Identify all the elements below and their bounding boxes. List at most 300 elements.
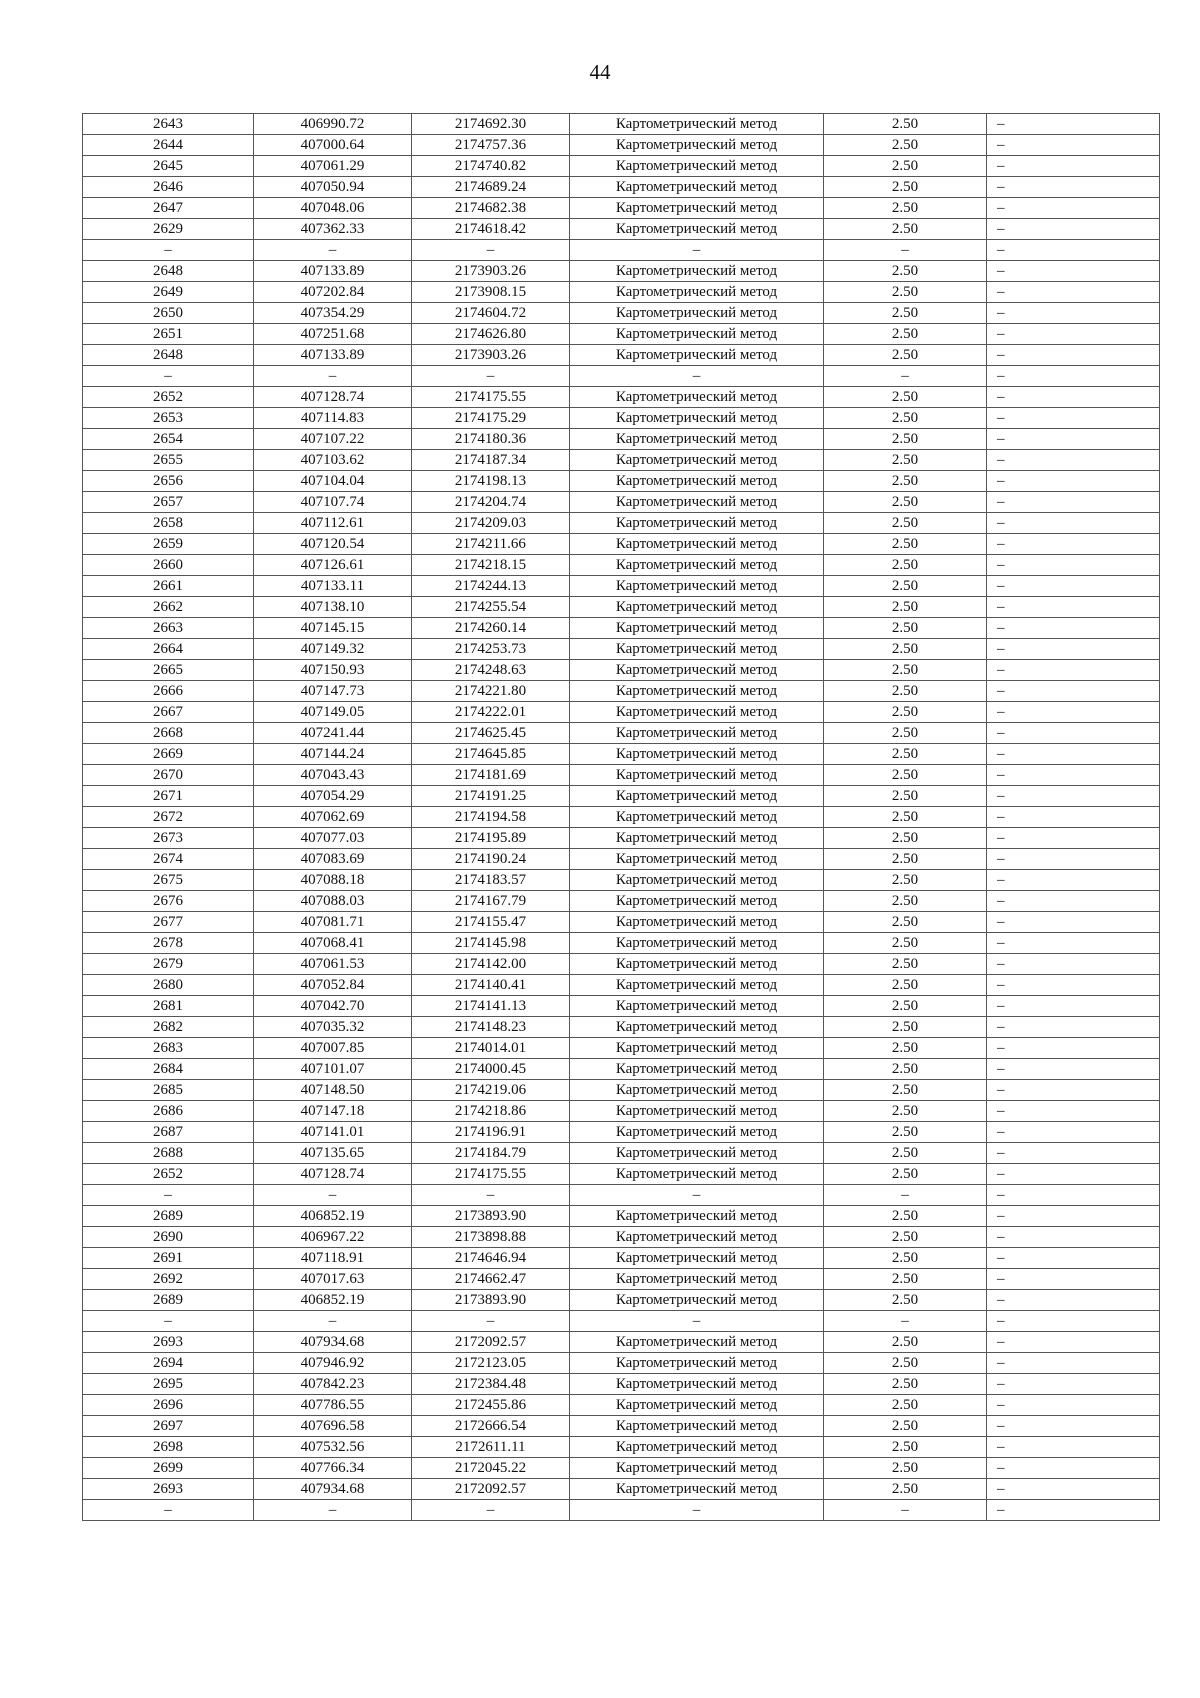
note-cell: – <box>987 618 1160 639</box>
x-coordinate-cell: 407150.93 <box>254 660 412 681</box>
note-cell: – <box>987 1080 1160 1101</box>
point-number-cell: 2675 <box>83 870 254 891</box>
point-number-cell: 2662 <box>83 597 254 618</box>
x-coordinate-cell: 407133.89 <box>254 261 412 282</box>
point-number-cell: 2670 <box>83 765 254 786</box>
x-coordinate-cell: 407126.61 <box>254 555 412 576</box>
x-coordinate-cell: 406990.72 <box>254 114 412 135</box>
coordinates-table <box>82 113 1160 1521</box>
y-coordinate-cell: 2174175.55 <box>412 387 570 408</box>
accuracy-cell: 2.50 <box>824 555 987 576</box>
table-row <box>83 996 1160 1017</box>
y-coordinate-cell: 2174175.29 <box>412 408 570 429</box>
point-number-cell: 2647 <box>83 198 254 219</box>
y-coordinate-cell: – <box>412 366 570 387</box>
note-cell: – <box>987 513 1160 534</box>
accuracy-cell: 2.50 <box>824 765 987 786</box>
x-coordinate-cell: 407052.84 <box>254 975 412 996</box>
table-row <box>83 849 1160 870</box>
accuracy-cell: 2.50 <box>824 1395 987 1416</box>
table-row <box>83 408 1160 429</box>
table-row <box>83 513 1160 534</box>
y-coordinate-cell: 2174646.94 <box>412 1248 570 1269</box>
point-number-cell: 2668 <box>83 723 254 744</box>
point-number-cell: 2687 <box>83 1122 254 1143</box>
note-cell: – <box>987 1122 1160 1143</box>
point-number-cell: 2678 <box>83 933 254 954</box>
note-cell: – <box>987 1395 1160 1416</box>
point-number-cell: 2663 <box>83 618 254 639</box>
y-coordinate-cell: 2174000.45 <box>412 1059 570 1080</box>
y-coordinate-cell: 2174148.23 <box>412 1017 570 1038</box>
method-cell: Картометрический метод <box>570 1227 824 1248</box>
y-coordinate-cell: 2172123.05 <box>412 1353 570 1374</box>
x-coordinate-cell: 407007.85 <box>254 1038 412 1059</box>
table-row <box>83 1416 1160 1437</box>
x-coordinate-cell: 407043.43 <box>254 765 412 786</box>
point-number-cell: – <box>83 366 254 387</box>
method-cell: Картометрический метод <box>570 345 824 366</box>
method-cell: – <box>570 1500 824 1521</box>
accuracy-cell: 2.50 <box>824 492 987 513</box>
y-coordinate-cell: 2174255.54 <box>412 597 570 618</box>
accuracy-cell: 2.50 <box>824 1269 987 1290</box>
x-coordinate-cell: 407061.53 <box>254 954 412 975</box>
method-cell: Картометрический метод <box>570 660 824 681</box>
point-number-cell: 2693 <box>83 1479 254 1500</box>
table-row <box>83 366 1160 387</box>
point-number-cell: 2652 <box>83 1164 254 1185</box>
note-cell: – <box>987 366 1160 387</box>
method-cell: Картометрический метод <box>570 429 824 450</box>
method-cell: Картометрический метод <box>570 177 824 198</box>
method-cell: Картометрический метод <box>570 408 824 429</box>
method-cell: Картометрический метод <box>570 1269 824 1290</box>
method-cell: Картометрический метод <box>570 492 824 513</box>
y-coordinate-cell: 2174191.25 <box>412 786 570 807</box>
y-coordinate-cell: 2174183.57 <box>412 870 570 891</box>
y-coordinate-cell: 2174142.00 <box>412 954 570 975</box>
accuracy-cell: – <box>824 366 987 387</box>
point-number-cell: 2648 <box>83 345 254 366</box>
method-cell: – <box>570 1185 824 1206</box>
accuracy-cell: – <box>824 1185 987 1206</box>
x-coordinate-cell: 406967.22 <box>254 1227 412 1248</box>
x-coordinate-cell: 407081.71 <box>254 912 412 933</box>
method-cell: Картометрический метод <box>570 576 824 597</box>
accuracy-cell: 2.50 <box>824 387 987 408</box>
x-coordinate-cell: 407103.62 <box>254 450 412 471</box>
y-coordinate-cell: 2173898.88 <box>412 1227 570 1248</box>
y-coordinate-cell: 2174140.41 <box>412 975 570 996</box>
y-coordinate-cell: 2174014.01 <box>412 1038 570 1059</box>
accuracy-cell: 2.50 <box>824 1206 987 1227</box>
point-number-cell: 2648 <box>83 261 254 282</box>
point-number-cell: 2646 <box>83 177 254 198</box>
note-cell: – <box>987 324 1160 345</box>
point-number-cell: 2671 <box>83 786 254 807</box>
accuracy-cell: 2.50 <box>824 1059 987 1080</box>
point-number-cell: 2661 <box>83 576 254 597</box>
point-number-cell: 2692 <box>83 1269 254 1290</box>
method-cell: Картометрический метод <box>570 1248 824 1269</box>
x-coordinate-cell: 407120.54 <box>254 534 412 555</box>
point-number-cell: 2680 <box>83 975 254 996</box>
method-cell: Картометрический метод <box>570 513 824 534</box>
note-cell: – <box>987 1143 1160 1164</box>
point-number-cell: – <box>83 1311 254 1332</box>
x-coordinate-cell: 407145.15 <box>254 618 412 639</box>
table-row <box>83 135 1160 156</box>
x-coordinate-cell: 407048.06 <box>254 198 412 219</box>
note-cell: – <box>987 681 1160 702</box>
note-cell: – <box>987 1311 1160 1332</box>
note-cell: – <box>987 807 1160 828</box>
table-row <box>83 1185 1160 1206</box>
method-cell: Картометрический метод <box>570 303 824 324</box>
table-row <box>83 912 1160 933</box>
note-cell: – <box>987 1353 1160 1374</box>
y-coordinate-cell: 2174692.30 <box>412 114 570 135</box>
note-cell: – <box>987 1458 1160 1479</box>
note-cell: – <box>987 156 1160 177</box>
accuracy-cell: 2.50 <box>824 1374 987 1395</box>
table-row <box>83 891 1160 912</box>
note-cell: – <box>987 1227 1160 1248</box>
note-cell: – <box>987 1290 1160 1311</box>
note-cell: – <box>987 429 1160 450</box>
accuracy-cell: 2.50 <box>824 660 987 681</box>
accuracy-cell: 2.50 <box>824 1227 987 1248</box>
x-coordinate-cell: 407083.69 <box>254 849 412 870</box>
accuracy-cell: 2.50 <box>824 1248 987 1269</box>
table-row <box>83 1395 1160 1416</box>
table-row <box>83 933 1160 954</box>
point-number-cell: 2698 <box>83 1437 254 1458</box>
method-cell: Картометрический метод <box>570 1101 824 1122</box>
y-coordinate-cell: 2174689.24 <box>412 177 570 198</box>
point-number-cell: – <box>83 1500 254 1521</box>
table-row <box>83 660 1160 681</box>
table-row <box>83 492 1160 513</box>
point-number-cell: 2689 <box>83 1290 254 1311</box>
y-coordinate-cell: 2174253.73 <box>412 639 570 660</box>
method-cell: Картометрический метод <box>570 954 824 975</box>
point-number-cell: 2645 <box>83 156 254 177</box>
point-number-cell: 2650 <box>83 303 254 324</box>
method-cell: Картометрический метод <box>570 891 824 912</box>
table-row <box>83 1206 1160 1227</box>
point-number-cell: 2659 <box>83 534 254 555</box>
accuracy-cell: 2.50 <box>824 534 987 555</box>
table-row <box>83 597 1160 618</box>
table-row <box>83 471 1160 492</box>
x-coordinate-cell: 407061.29 <box>254 156 412 177</box>
point-number-cell: 2653 <box>83 408 254 429</box>
x-coordinate-cell: 407149.05 <box>254 702 412 723</box>
y-coordinate-cell: 2172092.57 <box>412 1332 570 1353</box>
table-row <box>83 429 1160 450</box>
y-coordinate-cell: 2172092.57 <box>412 1479 570 1500</box>
accuracy-cell: 2.50 <box>824 597 987 618</box>
table-row <box>83 1017 1160 1038</box>
method-cell: Картометрический метод <box>570 1080 824 1101</box>
accuracy-cell: 2.50 <box>824 996 987 1017</box>
accuracy-cell: 2.50 <box>824 345 987 366</box>
x-coordinate-cell: 407104.04 <box>254 471 412 492</box>
accuracy-cell: 2.50 <box>824 1479 987 1500</box>
method-cell: Картометрический метод <box>570 1437 824 1458</box>
point-number-cell: 2679 <box>83 954 254 975</box>
y-coordinate-cell: 2174194.58 <box>412 807 570 828</box>
method-cell: Картометрический метод <box>570 828 824 849</box>
x-coordinate-cell: 407532.56 <box>254 1437 412 1458</box>
point-number-cell: 2676 <box>83 891 254 912</box>
accuracy-cell: 2.50 <box>824 576 987 597</box>
table-row <box>83 807 1160 828</box>
note-cell: – <box>987 975 1160 996</box>
table-row <box>83 1101 1160 1122</box>
point-number-cell: 2685 <box>83 1080 254 1101</box>
note-cell: – <box>987 1017 1160 1038</box>
x-coordinate-cell: 406852.19 <box>254 1206 412 1227</box>
method-cell: Картометрический метод <box>570 1458 824 1479</box>
x-coordinate-cell: 407149.32 <box>254 639 412 660</box>
note-cell: – <box>987 933 1160 954</box>
y-coordinate-cell: 2174145.98 <box>412 933 570 954</box>
method-cell: Картометрический метод <box>570 723 824 744</box>
table-row <box>83 1269 1160 1290</box>
table-row <box>83 345 1160 366</box>
method-cell: Картометрический метод <box>570 618 824 639</box>
note-cell: – <box>987 1059 1160 1080</box>
point-number-cell: 2629 <box>83 219 254 240</box>
note-cell: – <box>987 765 1160 786</box>
y-coordinate-cell: 2174181.69 <box>412 765 570 786</box>
accuracy-cell: 2.50 <box>824 324 987 345</box>
point-number-cell: 2695 <box>83 1374 254 1395</box>
note-cell: – <box>987 261 1160 282</box>
note-cell: – <box>987 1269 1160 1290</box>
note-cell: – <box>987 1164 1160 1185</box>
method-cell: Картометрический метод <box>570 135 824 156</box>
x-coordinate-cell: 407148.50 <box>254 1080 412 1101</box>
accuracy-cell: 2.50 <box>824 177 987 198</box>
note-cell: – <box>987 912 1160 933</box>
accuracy-cell: 2.50 <box>824 1017 987 1038</box>
point-number-cell: 2658 <box>83 513 254 534</box>
x-coordinate-cell: 407133.89 <box>254 345 412 366</box>
table-row <box>83 1332 1160 1353</box>
method-cell: – <box>570 240 824 261</box>
point-number-cell: 2643 <box>83 114 254 135</box>
y-coordinate-cell: 2174219.06 <box>412 1080 570 1101</box>
y-coordinate-cell: 2174222.01 <box>412 702 570 723</box>
accuracy-cell: 2.50 <box>824 912 987 933</box>
table-row <box>83 786 1160 807</box>
table-row <box>83 240 1160 261</box>
y-coordinate-cell: 2174211.66 <box>412 534 570 555</box>
y-coordinate-cell: 2172455.86 <box>412 1395 570 1416</box>
x-coordinate-cell: – <box>254 1185 412 1206</box>
note-cell: – <box>987 1206 1160 1227</box>
x-coordinate-cell: 407138.10 <box>254 597 412 618</box>
point-number-cell: 2660 <box>83 555 254 576</box>
method-cell: Картометрический метод <box>570 702 824 723</box>
accuracy-cell: 2.50 <box>824 933 987 954</box>
method-cell: Картометрический метод <box>570 1143 824 1164</box>
method-cell: – <box>570 1311 824 1332</box>
accuracy-cell: 2.50 <box>824 1080 987 1101</box>
point-number-cell: 2689 <box>83 1206 254 1227</box>
point-number-cell: 2690 <box>83 1227 254 1248</box>
point-number-cell: 2664 <box>83 639 254 660</box>
table-row <box>83 954 1160 975</box>
accuracy-cell: 2.50 <box>824 1101 987 1122</box>
accuracy-cell: 2.50 <box>824 807 987 828</box>
note-cell: – <box>987 1500 1160 1521</box>
x-coordinate-cell: – <box>254 1311 412 1332</box>
y-coordinate-cell: 2174244.13 <box>412 576 570 597</box>
method-cell: Картометрический метод <box>570 765 824 786</box>
x-coordinate-cell: 407696.58 <box>254 1416 412 1437</box>
accuracy-cell: 2.50 <box>824 219 987 240</box>
note-cell: – <box>987 240 1160 261</box>
x-coordinate-cell: 407934.68 <box>254 1332 412 1353</box>
accuracy-cell: 2.50 <box>824 723 987 744</box>
note-cell: – <box>987 996 1160 1017</box>
method-cell: Картометрический метод <box>570 807 824 828</box>
accuracy-cell: 2.50 <box>824 891 987 912</box>
y-coordinate-cell: – <box>412 240 570 261</box>
table-row <box>83 828 1160 849</box>
method-cell: Картометрический метод <box>570 1416 824 1437</box>
table-row <box>83 639 1160 660</box>
note-cell: – <box>987 891 1160 912</box>
y-coordinate-cell: 2174604.72 <box>412 303 570 324</box>
point-number-cell: 2696 <box>83 1395 254 1416</box>
table-row <box>83 975 1160 996</box>
method-cell: Картометрический метод <box>570 156 824 177</box>
method-cell: Картометрический метод <box>570 1164 824 1185</box>
y-coordinate-cell: 2174626.80 <box>412 324 570 345</box>
method-cell: Картометрический метод <box>570 1059 824 1080</box>
table-row <box>83 555 1160 576</box>
accuracy-cell: 2.50 <box>824 954 987 975</box>
x-coordinate-cell: – <box>254 1500 412 1521</box>
accuracy-cell: 2.50 <box>824 786 987 807</box>
table-row <box>83 1458 1160 1479</box>
x-coordinate-cell: 407128.74 <box>254 387 412 408</box>
table-row <box>83 1353 1160 1374</box>
point-number-cell: – <box>83 1185 254 1206</box>
note-cell: – <box>987 849 1160 870</box>
note-cell: – <box>987 1248 1160 1269</box>
method-cell: Картометрический метод <box>570 1290 824 1311</box>
point-number-cell: 2666 <box>83 681 254 702</box>
table-row <box>83 177 1160 198</box>
x-coordinate-cell: 407112.61 <box>254 513 412 534</box>
note-cell: – <box>987 576 1160 597</box>
note-cell: – <box>987 597 1160 618</box>
point-number-cell: 2655 <box>83 450 254 471</box>
y-coordinate-cell: 2174209.03 <box>412 513 570 534</box>
method-cell: Картометрический метод <box>570 450 824 471</box>
accuracy-cell: 2.50 <box>824 1038 987 1059</box>
method-cell: Картометрический метод <box>570 282 824 303</box>
x-coordinate-cell: 407842.23 <box>254 1374 412 1395</box>
x-coordinate-cell: 407362.33 <box>254 219 412 240</box>
table-row <box>83 1500 1160 1521</box>
x-coordinate-cell: 407766.34 <box>254 1458 412 1479</box>
note-cell: – <box>987 723 1160 744</box>
accuracy-cell: 2.50 <box>824 1458 987 1479</box>
accuracy-cell: 2.50 <box>824 849 987 870</box>
y-coordinate-cell: 2174190.24 <box>412 849 570 870</box>
note-cell: – <box>987 387 1160 408</box>
point-number-cell: 2684 <box>83 1059 254 1080</box>
y-coordinate-cell: 2174184.79 <box>412 1143 570 1164</box>
method-cell: Картометрический метод <box>570 933 824 954</box>
note-cell: – <box>987 1437 1160 1458</box>
accuracy-cell: 2.50 <box>824 639 987 660</box>
x-coordinate-cell: 407241.44 <box>254 723 412 744</box>
table-row <box>83 303 1160 324</box>
point-number-cell: 2699 <box>83 1458 254 1479</box>
accuracy-cell: 2.50 <box>824 1143 987 1164</box>
table-row <box>83 870 1160 891</box>
y-coordinate-cell: 2174260.14 <box>412 618 570 639</box>
table-row <box>83 576 1160 597</box>
x-coordinate-cell: 407062.69 <box>254 807 412 828</box>
point-number-cell: 2686 <box>83 1101 254 1122</box>
accuracy-cell: 2.50 <box>824 1353 987 1374</box>
point-number-cell: 2682 <box>83 1017 254 1038</box>
x-coordinate-cell: 407088.03 <box>254 891 412 912</box>
note-cell: – <box>987 492 1160 513</box>
x-coordinate-cell: 407128.74 <box>254 1164 412 1185</box>
x-coordinate-cell: 407088.18 <box>254 870 412 891</box>
y-coordinate-cell: 2174645.85 <box>412 744 570 765</box>
table-row <box>83 1059 1160 1080</box>
note-cell: – <box>987 639 1160 660</box>
x-coordinate-cell: 407141.01 <box>254 1122 412 1143</box>
x-coordinate-cell: 407068.41 <box>254 933 412 954</box>
y-coordinate-cell: 2174198.13 <box>412 471 570 492</box>
point-number-cell: 2693 <box>83 1332 254 1353</box>
accuracy-cell: 2.50 <box>824 1332 987 1353</box>
x-coordinate-cell: – <box>254 366 412 387</box>
accuracy-cell: 2.50 <box>824 1437 987 1458</box>
note-cell: – <box>987 135 1160 156</box>
note-cell: – <box>987 954 1160 975</box>
note-cell: – <box>987 282 1160 303</box>
method-cell: Картометрический метод <box>570 1038 824 1059</box>
x-coordinate-cell: 407101.07 <box>254 1059 412 1080</box>
method-cell: Картометрический метод <box>570 639 824 660</box>
note-cell: – <box>987 870 1160 891</box>
table-row <box>83 1248 1160 1269</box>
method-cell: Картометрический метод <box>570 534 824 555</box>
point-number-cell: 2677 <box>83 912 254 933</box>
y-coordinate-cell: 2173908.15 <box>412 282 570 303</box>
table-row <box>83 702 1160 723</box>
x-coordinate-cell: 407946.92 <box>254 1353 412 1374</box>
y-coordinate-cell: 2174740.82 <box>412 156 570 177</box>
method-cell: Картометрический метод <box>570 1206 824 1227</box>
x-coordinate-cell: 407042.70 <box>254 996 412 1017</box>
table-row <box>83 1479 1160 1500</box>
